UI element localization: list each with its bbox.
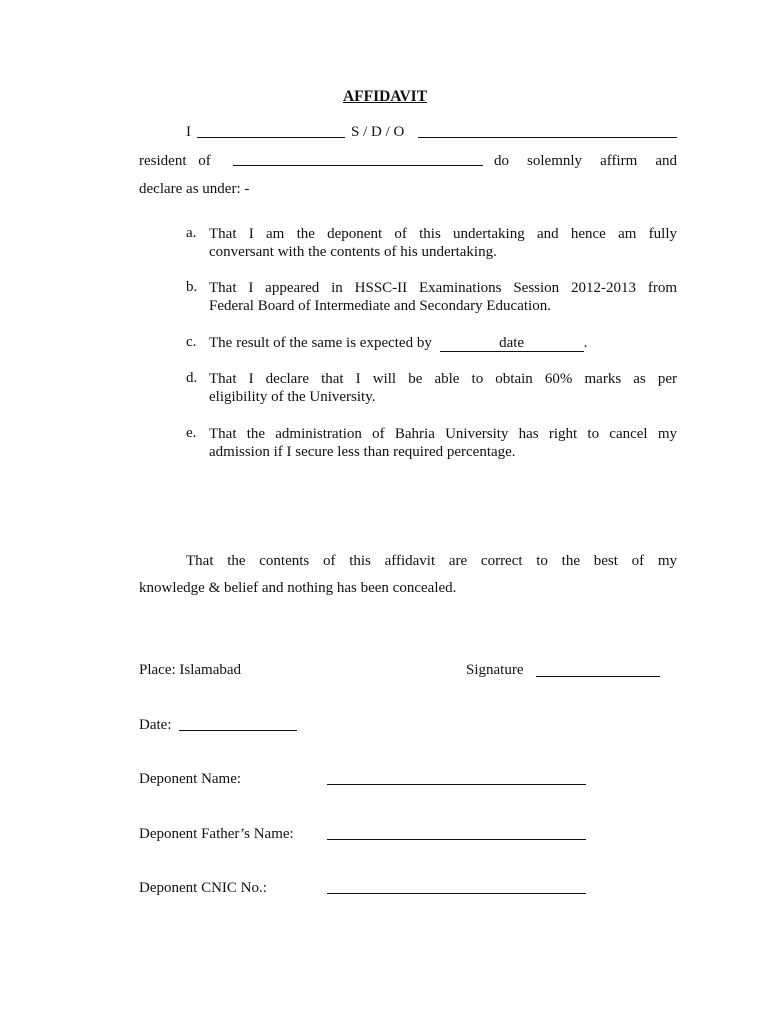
expected-date-field[interactable] [440,336,584,352]
item-text [209,370,677,406]
item-line-2: Federal Board of Intermediate and Secondary Education. [209,298,551,314]
item-line-1: That I appeared in HSSC-II Examinations Session 2012-2013 from [209,280,677,296]
item-letter: d. [186,370,198,386]
item-text [209,225,677,261]
intro-line-1 [186,123,191,141]
date-placeholder: date [499,335,525,351]
item-text [209,425,677,461]
deponent-name-blank[interactable] [327,784,586,785]
father-name-blank[interactable] [327,839,586,840]
list-item [0,334,770,354]
residence-blank[interactable] [233,165,483,166]
cnic-label: Deponent CNIC No.: [139,880,267,896]
item-letter: e. [186,425,197,441]
resident-of-label [139,152,211,170]
sdo-label: S / D / O [351,124,405,140]
signature-blank[interactable] [536,676,660,677]
item-text [209,279,677,315]
date-blank[interactable] [179,730,297,731]
item-line-1: The result of the same is expected by [209,335,432,351]
resident-of-text: resident of [139,153,211,169]
signature-label: Signature [466,662,524,678]
item-text [209,334,677,352]
list-item [0,425,770,465]
father-name-label: Deponent Father’s Name: [139,826,294,842]
item-letter: a. [186,225,197,241]
list-item [0,279,770,319]
cnic-blank[interactable] [327,893,586,894]
name-blank[interactable] [197,137,345,138]
solemnly-affirm-text: do solemnly affirm and [494,153,677,169]
item-line-1: That I am the deponent of this undertaking and hence am fully [209,226,677,242]
item-line-2: admission if I secure less than required percentage. [209,444,516,460]
date-label: Date: [139,717,172,733]
item-line-2: eligibility of the University. [209,389,376,405]
place-label: Place: Islamabad [139,662,242,678]
declare-text: declare as under: - [139,181,250,197]
list-item [0,370,770,410]
item-line-1: That I declare that I will be able to obtain 60% marks as per [209,371,677,387]
deponent-name-label: Deponent Name: [139,771,242,787]
parent-name-blank[interactable] [418,137,677,138]
item-line-1: That the administration of Bahria University has right to cancel my [209,426,677,442]
closing-line-2: knowledge & belief and nothing has been concealed. [139,580,457,596]
list-item [0,225,770,265]
item-letter: b. [186,279,198,295]
intro-i-label: I [186,124,191,140]
closing-line-1: That the contents of this affidavit are correct to the best of my [186,553,677,569]
item-letter: c. [186,334,197,350]
item-suffix: . [583,335,588,351]
document-title: AFFIDAVIT [342,88,428,105]
item-line-2: conversant with the contents of his undertaking. [209,244,497,260]
